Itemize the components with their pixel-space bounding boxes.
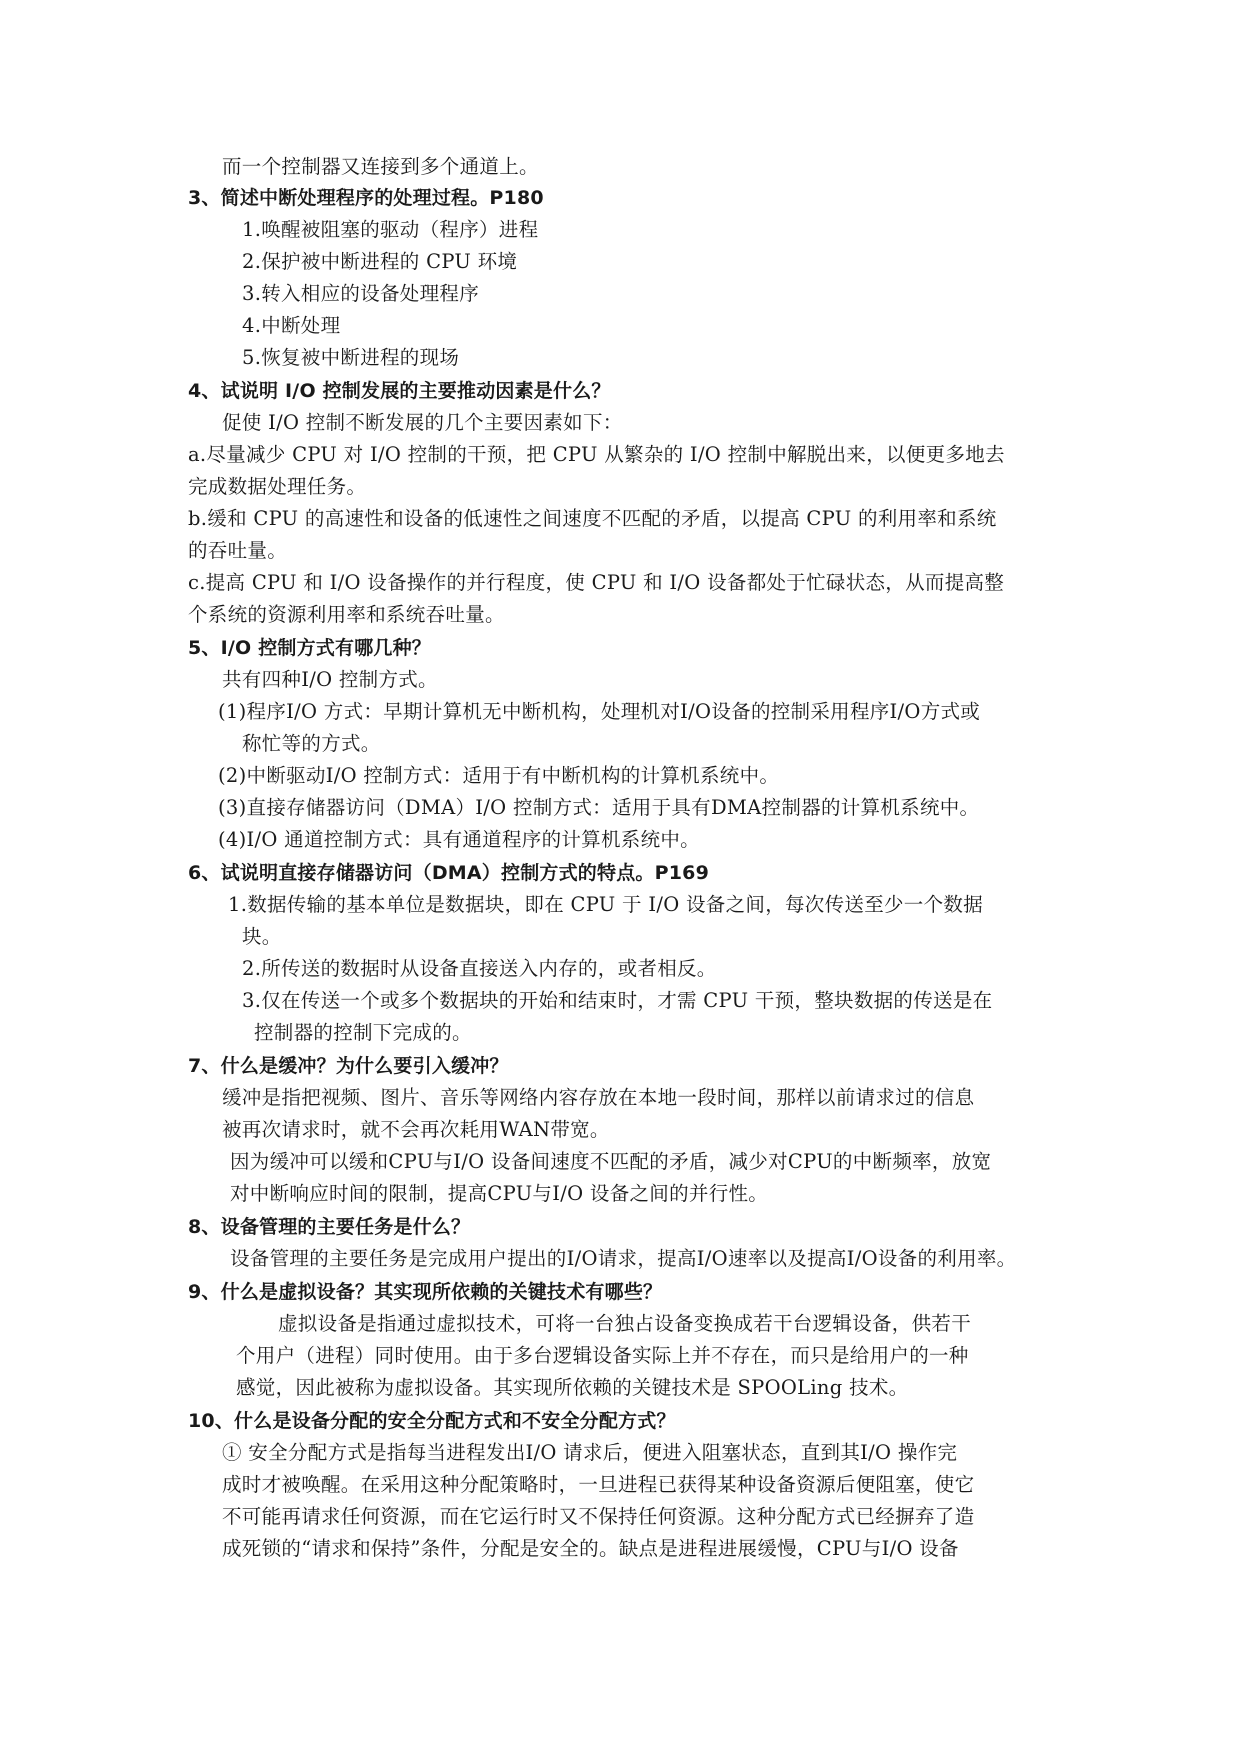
paragraph-line: 个用户（进程）同时使用。由于多台逻辑设备实际上并不存在，而只是给用户的一种	[236, 1344, 969, 1367]
paragraph-line: 共有四种I/O 控制方式。	[222, 668, 438, 691]
list-item: 4.中断处理	[242, 314, 341, 337]
list-item: (1)程序I/O 方式：早期计算机无中断机构，处理机对I/O设备的控制采用程序I/O方式或	[218, 700, 981, 723]
list-item: (3)直接存储器访问（DMA）I/O 控制方式：适用于具有DMA控制器的计算机系统中。	[218, 796, 980, 819]
paragraph-line: a.尽量减少 CPU 对 I/O 控制的干预，把 CPU 从繁杂的 I/O 控制中解脱出来，以便更多地去	[188, 443, 1005, 466]
paragraph-line: 个系统的资源利用率和系统吞吐量。	[188, 603, 505, 626]
paragraph-line: 因为缓冲可以缓和CPU与I/O 设备间速度不匹配的矛盾，减少对CPU的中断频率，放宽	[230, 1150, 992, 1173]
paragraph-line: c.提高 CPU 和 I/O 设备操作的并行程度，使 CPU 和 I/O 设备都处于忙碌状态，从而提高整	[188, 571, 1005, 594]
paragraph-line: b.缓和 CPU 的高速性和设备的低速性之间速度不匹配的矛盾，以提高 CPU 的利用率和系统	[188, 507, 997, 530]
list-item: 3.仅在传送一个或多个数据块的开始和结束时，才需 CPU 干预，整块数据的传送是在	[242, 989, 993, 1012]
question-heading: 6、试说明直接存储器访问（DMA）控制方式的特点。P169	[188, 862, 709, 884]
paragraph-line: 缓冲是指把视频、图片、音乐等网络内容存放在本地一段时间，那样以前请求过的信息	[222, 1086, 975, 1109]
paragraph-line: 完成数据处理任务。	[188, 475, 367, 498]
list-item: 5.恢复被中断进程的现场	[242, 346, 460, 369]
list-item: 2.保护被中断进程的 CPU 环境	[242, 250, 518, 273]
list-item: 控制器的控制下完成的。	[254, 1021, 472, 1044]
paragraph-line: 虚拟设备是指通过虚拟技术，可将一台独占设备变换成若干台逻辑设备，供若干	[278, 1312, 972, 1335]
paragraph-line: 的吞吐量。	[188, 539, 288, 562]
list-item: (4)I/O 通道控制方式：具有通道程序的计算机系统中。	[218, 828, 700, 851]
paragraph-line: 不可能再请求任何资源，而在它运行时又不保持任何资源。这种分配方式已经摒弃了造	[222, 1505, 975, 1528]
list-item: 块。	[242, 925, 282, 948]
list-item: 3.转入相应的设备处理程序	[242, 282, 480, 305]
question-heading: 8、设备管理的主要任务是什么？	[188, 1216, 471, 1238]
paragraph-line: 被再次请求时，就不会再次耗用WAN带宽。	[222, 1118, 610, 1141]
question-heading: 10、什么是设备分配的安全分配方式和不安全分配方式？	[188, 1410, 676, 1432]
question-heading: 7、什么是缓冲？为什么要引入缓冲？	[188, 1055, 509, 1077]
paragraph-line: 促使 I/O 控制不断发展的几个主要因素如下：	[222, 411, 623, 434]
list-item: (2)中断驱动I/O 控制方式：适用于有中断机构的计算机系统中。	[218, 764, 780, 787]
question-heading: 3、简述中断处理程序的处理过程。P180	[188, 187, 544, 209]
paragraph-line: ① 安全分配方式是指每当进程发出I/O 请求后，便进入阻塞状态，直到其I/O 操作完	[222, 1441, 958, 1464]
question-heading: 5、I/O 控制方式有哪几种？	[188, 637, 431, 659]
list-item: 1.数据传输的基本单位是数据块，即在 CPU 于 I/O 设备之间，每次传送至少一个数据	[228, 893, 983, 916]
question-heading: 9、什么是虚拟设备？其实现所依赖的关键技术有哪些？	[188, 1281, 663, 1303]
question-heading: 4、试说明 I/O 控制发展的主要推动因素是什么？	[188, 380, 611, 402]
paragraph-line: 对中断响应时间的限制，提高CPU与I/O 设备之间的并行性。	[230, 1182, 769, 1205]
paragraph-line: 设备管理的主要任务是完成用户提出的I/O请求，提高I/O速率以及提高I/O设备的利用率。	[230, 1247, 1017, 1270]
list-item: 称忙等的方式。	[242, 732, 381, 755]
paragraph-line: 而一个控制器又连接到多个通道上。	[222, 155, 539, 178]
list-item: 2.所传送的数据时从设备直接送入内存的，或者相反。	[242, 957, 717, 980]
paragraph-line: 成时才被唤醒。在采用这种分配策略时，一旦进程已获得某种设备资源后便阻塞，使它	[222, 1473, 975, 1496]
paragraph-line: 感觉，因此被称为虚拟设备。其实现所依赖的关键技术是 SPOOLing 技术。	[236, 1376, 909, 1399]
list-item: 1.唤醒被阻塞的驱动（程序）进程	[242, 218, 539, 241]
paragraph-line: 成死锁的“请求和保持”条件，分配是安全的。缺点是进程进展缓慢，CPU与I/O 设备	[222, 1537, 959, 1560]
